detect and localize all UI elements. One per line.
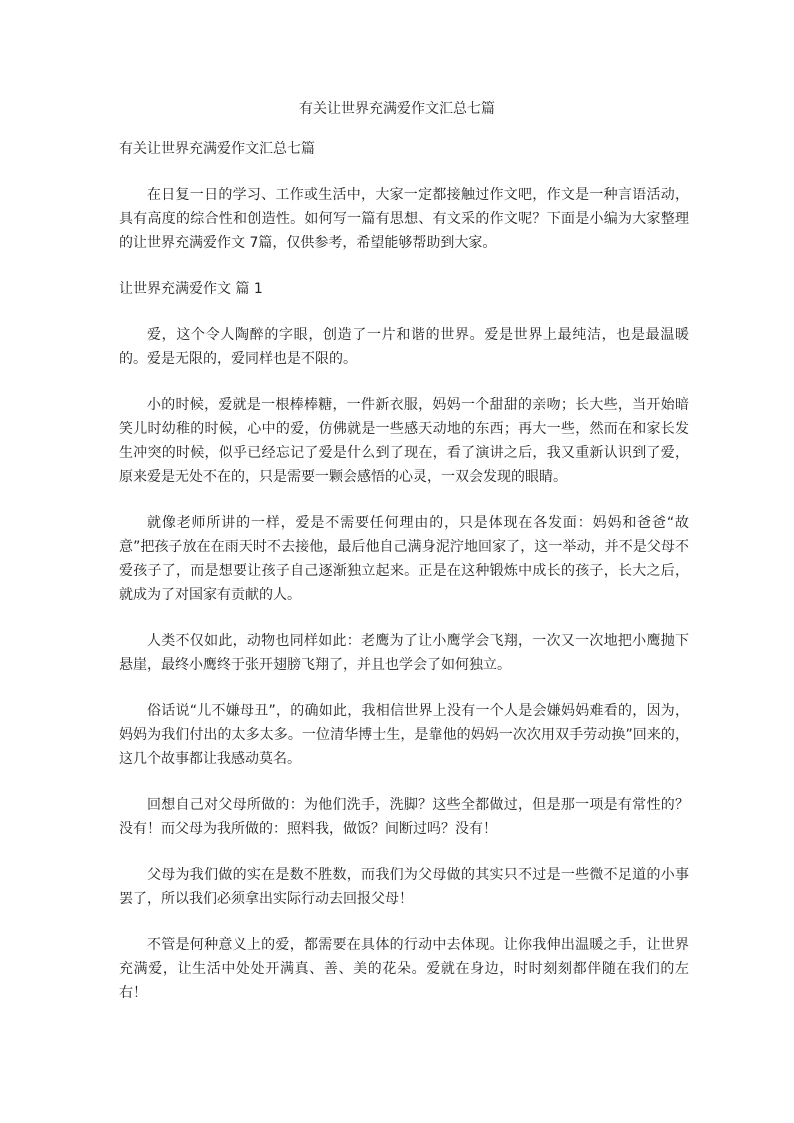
document-subtitle: 有关让世界充满爱作文汇总七篇 bbox=[119, 141, 315, 157]
section-heading: 让世界充满爱作文 篇 1 bbox=[119, 281, 263, 297]
document-title: 有关让世界充满爱作文汇总七篇 bbox=[299, 101, 495, 117]
body-paragraph: 人类不仅如此，动物也同样如此：老鹰为了让小鹰学会飞翔，一次又一次地把小鹰抛下悬崖，最终小鹰终于张开翅膀飞翔了，并且也学会了如何独立。 bbox=[119, 633, 689, 673]
document-body bbox=[119, 137, 689, 1027]
body-paragraph: 小的时候，爱就是一根棒棒糖，一件新衣服，妈妈一个甜甜的亲吻；长大些，当开始暗笑儿时幼稚的时候，心中的爱，仿佛就是一些感天动地的东西；再大一些，然而在和家长发生冲突的时候，似乎已经忘记了爱是什么到了现在，看了演讲之后，我又重新认识到了爱，原来爱是无处不在的，只是需要一颗会感悟的心灵，一双会发现的眼睛。 bbox=[119, 397, 689, 485]
body-paragraph: 回想自己对父母所做的：为他们洗手，洗脚？这些全都做过，但是那一项是有常性的？没有！而父母为我所做的：照料我，做饭？间断过吗？没有！ bbox=[119, 797, 689, 837]
intro-paragraph: 在日复一日的学习、工作或生活中，大家一定都接触过作文吧，作文是一种言语活动，具有高度的综合性和创造性。如何写一篇有思想、有文采的作文呢？下面是小编为大家整理的让世界充满爱作文 7篇，仅供参考，希望能够帮助到大家。 bbox=[119, 187, 689, 251]
body-paragraph: 不管是何种意义上的爱，都需要在具体的行动中去体现。让你我伸出温暖之手，让世界充满爱，让生活中处处开满真、善、美的花朵。爱就在身边，时时刻刻都伴随在我们的左右！ bbox=[119, 937, 689, 1001]
body-paragraph: 爱，这个令人陶醉的字眼，创造了一片和谐的世界。爱是世界上最纯洁，也是最温暖的。爱是无限的，爱同样也是不限的。 bbox=[119, 327, 689, 367]
body-paragraph: 父母为我们做的实在是数不胜数，而我们为父母做的其实只不过是一些微不足道的小事罢了，所以我们必须拿出实际行动去回报父母！ bbox=[119, 867, 689, 907]
body-paragraph: 就像老师所讲的一样，爱是不需要任何理由的，只是体现在各发面：妈妈和爸爸“故意”把孩子放在在雨天时不去接他，最后他自己满身泥泞地回家了，这一举动，并不是父母不爱孩子了，而是想要让孩子自己逐渐独立起来。正是在这种锻炼中成长的孩子，长大之后，就成为了对国家有贡献的人。 bbox=[119, 515, 689, 603]
body-paragraph: 俗话说“儿不嫌母丑”，的确如此，我相信世界上没有一个人是会嫌妈妈难看的，因为，妈妈为我们付出的太多太多。一位清华博士生，是靠他的妈妈一次次用双手劳动换”回来的，这几个故事都让我感动莫名。 bbox=[119, 703, 689, 767]
